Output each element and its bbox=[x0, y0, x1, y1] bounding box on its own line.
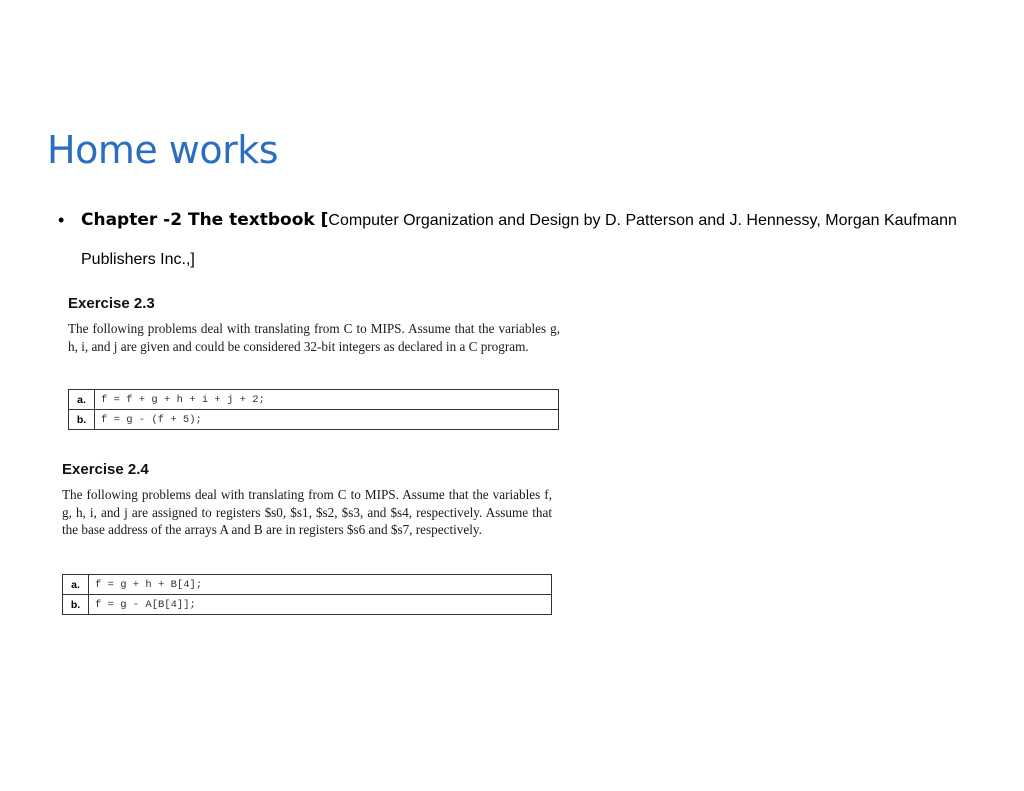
exercise-heading: Exercise 2.3 bbox=[68, 295, 155, 312]
exercise-problem-table bbox=[62, 574, 552, 615]
table-row bbox=[63, 575, 552, 595]
bullet-dot-icon: • bbox=[58, 210, 65, 230]
row-label: b. bbox=[69, 410, 95, 430]
bullet-strong-text: Chapter -2 The textbook [ bbox=[81, 210, 329, 230]
bullet-text bbox=[81, 201, 958, 279]
table-row bbox=[63, 595, 552, 615]
row-code: f = f + g + h + i + j + 2; bbox=[95, 390, 559, 410]
exercise-2-3 bbox=[68, 295, 560, 426]
row-code: f = g + h + B[4]; bbox=[89, 575, 552, 595]
slide-title: Home works bbox=[47, 128, 279, 172]
bullet-item bbox=[58, 201, 958, 279]
row-label: a. bbox=[69, 390, 95, 410]
table-row bbox=[69, 390, 559, 410]
exercise-heading: Exercise 2.4 bbox=[62, 461, 149, 478]
exercise-problem-table bbox=[68, 389, 559, 430]
row-label: b. bbox=[63, 595, 89, 615]
exercise-2-4 bbox=[62, 461, 552, 611]
table-row bbox=[69, 410, 559, 430]
row-label: a. bbox=[63, 575, 89, 595]
exercise-description: The following problems deal with translating from C to MIPS. Assume that the variables g, h, i, and j are given and could be considered 32-bit integers as declared in a C program. bbox=[68, 321, 560, 354]
bullet-reference-text: Computer Organization and Design by D. Patterson and J. Hennessy, Morgan Kaufmann Publishers Inc.,] bbox=[81, 212, 957, 268]
row-code: f = g - (f + 5); bbox=[95, 410, 559, 430]
row-code: f = g - A[B[4]]; bbox=[89, 595, 552, 615]
exercise-description: The following problems deal with translating from C to MIPS. Assume that the variables f, g, h, i, and j are assigned to registers $s0, $s1, $s2, $s3, and $s4, respectively. Assume that the base address of the arrays A and B are in registers $s6 and $s7, respectively. bbox=[62, 487, 552, 537]
